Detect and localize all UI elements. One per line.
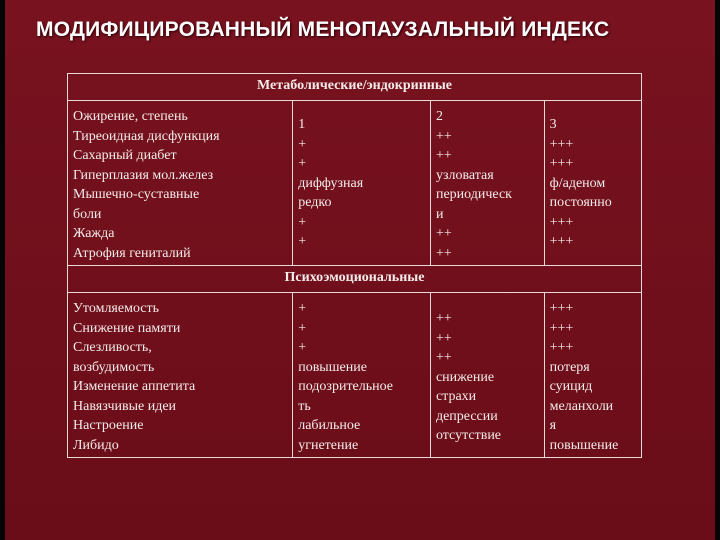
grade-3-column bbox=[544, 101, 641, 266]
grade-value: ф/аденом bbox=[549, 175, 606, 191]
grade-value: +++ bbox=[549, 340, 574, 355]
symptom-label: Изменение аппетита bbox=[73, 379, 196, 394]
symptom-label: Сахарный диабет bbox=[73, 148, 177, 163]
grade-value: меланхоли bbox=[549, 398, 614, 414]
table-row bbox=[68, 101, 642, 266]
grade-value: ++ bbox=[435, 245, 452, 261]
symptom-label: Навязчивые идеи bbox=[73, 398, 177, 414]
section-header-row bbox=[68, 266, 642, 293]
grade-value: повышение bbox=[549, 437, 619, 453]
grade-value: 1 bbox=[298, 117, 306, 132]
grade-value: узловатая bbox=[435, 167, 494, 183]
symptom-label: Ожирение, степень bbox=[73, 109, 188, 124]
grade-value: суицид bbox=[549, 379, 593, 394]
table-row bbox=[68, 293, 642, 458]
grade-1-column bbox=[293, 293, 431, 458]
grade-3-column bbox=[544, 293, 641, 458]
grade-value: угнетение bbox=[298, 437, 359, 453]
grade-value: потеря bbox=[549, 359, 590, 375]
symptom-label: боли bbox=[73, 206, 102, 222]
grade-value: ++ bbox=[435, 148, 452, 163]
grade-value: повышение bbox=[298, 359, 367, 375]
grade-value: постоянно bbox=[549, 195, 612, 210]
grade-value: +++ bbox=[549, 301, 574, 316]
symptom-label: Либидо bbox=[73, 437, 119, 453]
symptom-label: Тиреоидная дисфункция bbox=[73, 128, 220, 144]
grade-value: снижение bbox=[435, 369, 495, 385]
grade-value: ++ bbox=[435, 350, 452, 365]
symptom-label: Настроение bbox=[73, 418, 144, 433]
section-header-psycho: Психоэмоциональные bbox=[68, 266, 642, 293]
grade-value: + bbox=[298, 136, 307, 152]
symptom-label: Слезливость, bbox=[73, 340, 152, 355]
grade-value: редко bbox=[298, 195, 332, 210]
slide-title: МОДИФИЦИРОВАННЫЙ МЕНОПАУЗАЛЬНЫЙ ИНДЕКС bbox=[36, 18, 610, 41]
left-border bbox=[0, 0, 5, 540]
right-border bbox=[715, 0, 720, 540]
grade-value: + bbox=[298, 320, 307, 336]
grade-value: периодическ bbox=[435, 187, 512, 202]
grade-value: страхи bbox=[435, 389, 477, 404]
grade-value: +++ bbox=[549, 156, 574, 171]
grade-value: ++ bbox=[435, 226, 452, 241]
grade-value: подозрительное bbox=[298, 379, 394, 394]
symptom-label: возбудимость bbox=[73, 359, 155, 375]
symptom-label: Жажда bbox=[73, 226, 115, 241]
grade-value: +++ bbox=[549, 136, 574, 152]
grade-value: лабильное bbox=[298, 418, 361, 433]
grade-value: диффузная bbox=[298, 175, 364, 191]
grade-value: + bbox=[298, 156, 307, 171]
section-header-metabolic: Метаболические/эндокринные bbox=[68, 74, 642, 101]
grade-value: + bbox=[298, 214, 307, 230]
menopause-index-table bbox=[67, 73, 642, 458]
grade-2-column bbox=[430, 293, 544, 458]
symptom-label: Атрофия гениталий bbox=[73, 245, 191, 261]
section-header-row bbox=[68, 74, 642, 101]
grade-value: и bbox=[435, 206, 444, 222]
grade-value: ++ bbox=[435, 128, 452, 144]
grade-1-column bbox=[293, 101, 431, 266]
grade-value: ++ bbox=[435, 311, 452, 326]
grade-value: депрессии bbox=[435, 408, 498, 424]
symptom-label: Мышечно-суставные bbox=[73, 187, 200, 202]
grade-value: ть bbox=[298, 398, 311, 414]
grade-value: + bbox=[298, 340, 307, 355]
grade-value: 3 bbox=[549, 117, 557, 132]
symptom-list bbox=[68, 293, 293, 458]
symptom-list bbox=[68, 101, 293, 266]
grade-value: ++ bbox=[435, 330, 452, 346]
grade-value: отсутствие bbox=[435, 428, 502, 443]
grade-value: + bbox=[298, 234, 307, 249]
grade-value: 2 bbox=[435, 109, 443, 124]
grade-value: +++ bbox=[549, 320, 574, 336]
grade-value: + bbox=[298, 301, 307, 316]
symptom-label: Гиперплазия мол.желез bbox=[73, 167, 214, 183]
symptom-label: Утомляемость bbox=[73, 301, 160, 316]
grade-2-column bbox=[430, 101, 544, 266]
grade-value: +++ bbox=[549, 234, 574, 249]
grade-value: я bbox=[549, 418, 557, 433]
grade-value: +++ bbox=[549, 214, 574, 230]
symptom-label: Снижение памяти bbox=[73, 320, 181, 336]
